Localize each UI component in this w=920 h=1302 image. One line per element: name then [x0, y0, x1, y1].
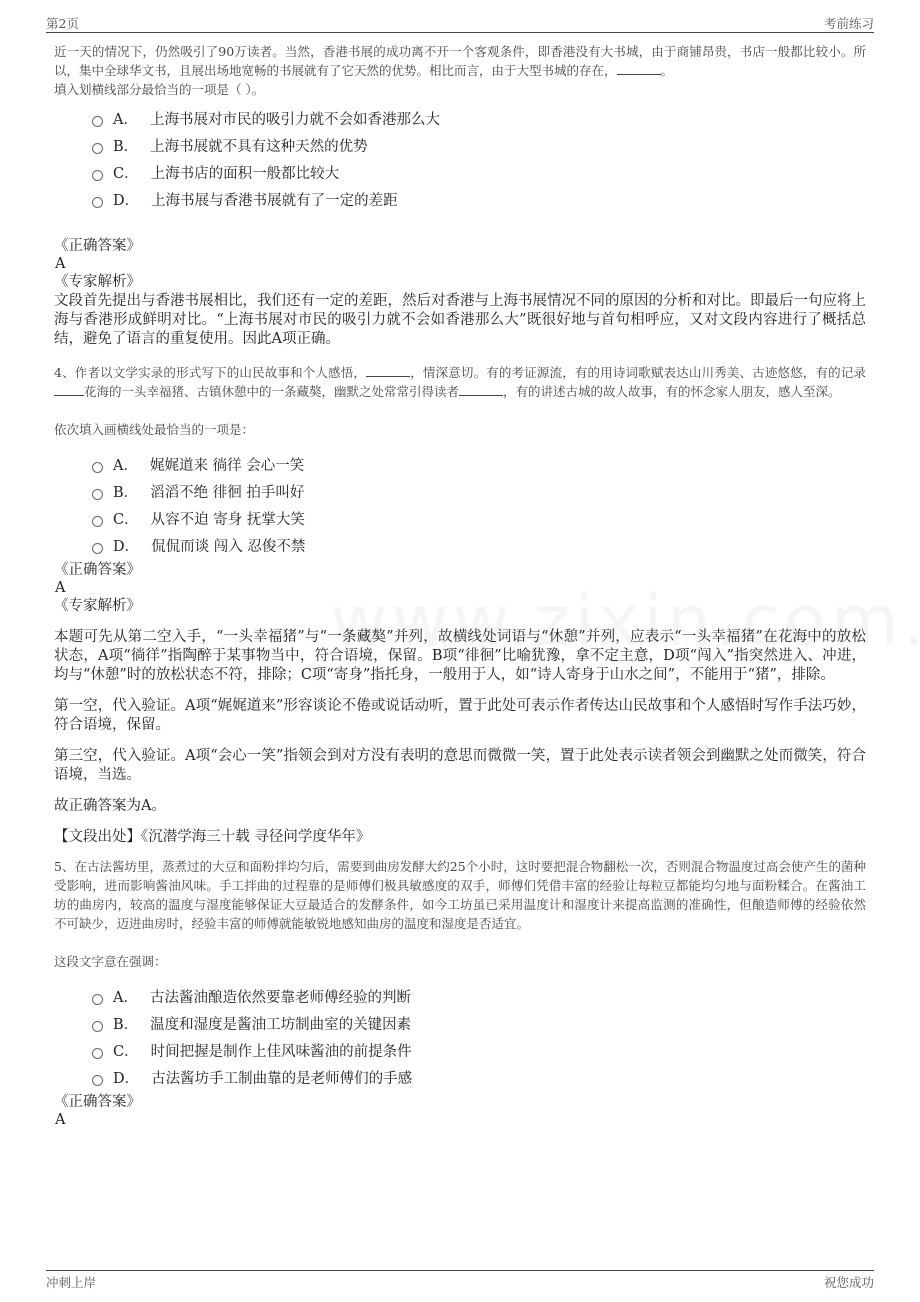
q4-passage-part3: 记录 — [840, 365, 866, 380]
q5-option-d[interactable] — [92, 1064, 866, 1091]
option-text: 上海书展与香港书展就有了一定的差距 — [151, 193, 398, 209]
option-letter: D． — [113, 539, 140, 555]
q3-passage-line1: 近一天的情况下，仍然吸引了90万读者。当然，香港书展的成功离不开一个客观条件，即香港没有大书城，由于商铺昂贵，书店一般都比较 — [54, 44, 829, 59]
q3-option-d[interactable] — [92, 186, 866, 213]
footer-right: 祝您成功 — [823, 1275, 874, 1290]
q3-passage-end: 。 — [660, 63, 674, 78]
q5-passage: 5、在古法酱坊里，蒸煮过的大豆和面粉拌均匀后，需要到曲房发酵大约25个小时，这时要把混合物翻松一次，否则混合物温度过高会使产生的菌种受影响，进而影响酱油风味。手工拌曲的过程靠的是师傅们极具敏感度的双手，师傅们凭借丰富的经验让每粒豆都能均匀地与面粉糅合。在酱油工坊的曲房内，较高的温度与湿度能够保证大豆最适合的发酵条件，如今工坊虽已采用温度计和湿度计来提高监测的准确性，但酿造师傅的经验依然不可缺少，迈进曲房时，经验丰富的师傅就能敏锐地感知曲房的温度和湿度是否适宜。 — [54, 859, 866, 931]
q3-option-b[interactable] — [92, 132, 866, 159]
option-text: 从容不迫 寄身 抚掌大笑 — [150, 512, 305, 528]
main-content — [54, 42, 866, 1129]
q4-blank-3 — [459, 383, 503, 396]
page-footer — [46, 1270, 874, 1295]
option-letter: B． — [113, 1017, 139, 1033]
q4-passage-part6: 深。 — [815, 384, 841, 399]
q4-analysis-2: 第一空，代入验证。A项“娓娓道来”形容谈论不倦或说话动听，置于此处可表示作者传达山民故事和个人感悟时写作手法巧妙，符合语境，保留。 — [54, 698, 866, 733]
q4-blank-1 — [366, 364, 410, 377]
option-letter: C． — [113, 166, 139, 182]
q5-options — [92, 983, 866, 1091]
radio-icon[interactable] — [92, 543, 103, 554]
q3-passage — [54, 42, 866, 80]
q5-answer-label: 《正确答案》 — [54, 1094, 141, 1110]
q4-option-b[interactable] — [92, 478, 866, 505]
q4-passage-part2: ，情深意切。有的考证源流，有的用诗词歌赋表达山川秀美、古迹悠悠，有的 — [410, 365, 841, 380]
page-header — [46, 10, 874, 33]
radio-icon[interactable] — [92, 116, 103, 127]
question-5 — [54, 857, 866, 1129]
q4-passage — [54, 363, 866, 401]
q4-answer: A — [55, 580, 66, 596]
q4-analysis-1: 本题可先从第二空入手，“一头幸福猪”与“一条藏獒”并列，故横线处词语与“休憩”并列，应表示“一头幸福猪”在花海中的放松状态，A项“徜徉”指陶醉于某事物当中，符合语境，保留。B项“徘徊”比喻犹豫，拿不定主意，D项“闯入”指突然进入、冲进，均与“休憩”时的放松状态不符，排除；C项“寄身”指托身，一般用于人，如“诗人寄身于山水之间”，不能用于“猪”，排除。 — [54, 629, 866, 683]
option-letter: D． — [113, 1071, 140, 1087]
radio-icon[interactable] — [92, 994, 103, 1005]
question-3 — [54, 42, 866, 349]
option-text: 上海书展对市民的吸引力就不会如香港那么大 — [149, 112, 440, 128]
q4-blank-2 — [54, 383, 84, 396]
q4-option-a[interactable] — [92, 451, 866, 478]
radio-icon[interactable] — [92, 516, 103, 527]
q5-option-b[interactable] — [92, 1010, 866, 1037]
q3-analysis: 文段首先提出与香港书展相比，我们还有一定的差距，然后对香港与上海书展情况不同的原因的分析和对比。即最后一句应将上海与香港形成鲜明对比。“上海书展对市民的吸引力就不会如香港那么大”既很好地与首句相呼应，又对文段内容进行了概括总结，避免了语言的重复使用。因此A项正确。 — [54, 293, 866, 347]
q4-analysis-label: 《专家解析》 — [54, 598, 141, 614]
q4-answer-label: 《正确答案》 — [54, 562, 141, 578]
q3-answer: A — [55, 256, 66, 272]
q3-option-c[interactable] — [92, 159, 866, 186]
q4-option-d[interactable] — [92, 532, 866, 559]
option-text: 滔滔不绝 徘徊 拍手叫好 — [150, 485, 305, 501]
q3-analysis-label: 《专家解析》 — [54, 274, 141, 290]
option-letter: A． — [113, 112, 138, 128]
q3-prompt: 填入划横线部分最恰当的一项是（ ）。 — [54, 82, 265, 97]
q4-options — [92, 451, 866, 559]
q3-answer-label: 《正确答案》 — [54, 238, 141, 254]
q4-passage-part1: 4、作者以文学实录的形式写下的山民故事和个人感悟， — [54, 365, 367, 380]
option-text: 时间把握是制作上佳风味酱油的前提条件 — [150, 1044, 412, 1060]
header-title: 考前练习 — [823, 16, 874, 31]
option-text: 古法酱坊手工制曲靠的是老师傅们的手感 — [151, 1071, 413, 1087]
radio-icon[interactable] — [92, 1048, 103, 1059]
option-text: 娓娓道来 徜徉 会心一笑 — [149, 458, 305, 474]
q5-option-a[interactable] — [92, 983, 866, 1010]
option-text: 上海书店的面积一般都比较大 — [150, 166, 340, 182]
question-4 — [54, 363, 866, 847]
q4-option-c[interactable] — [92, 505, 866, 532]
option-letter: D． — [113, 193, 140, 209]
option-letter: B． — [113, 485, 139, 501]
q5-option-c[interactable] — [92, 1037, 866, 1064]
option-text: 古法酱油酿造依然要靠老师傅经验的判断 — [149, 990, 411, 1006]
radio-icon[interactable] — [92, 1075, 103, 1086]
q4-analysis-4: 故正确答案为A。 — [54, 798, 166, 814]
q4-passage-part4: 花海的一头幸福猪、古镇休憩中的一条藏獒，幽默之处常常引得读者 — [84, 384, 460, 399]
q4-source: 【文段出处】《沉潜学海三十载 寻径问学度华年》 — [54, 829, 371, 845]
q3-passage-line2: 小。所以，集中全球华文书，且展出场地宽畅的书展就有了它天然的优势。相比而言，由于大型书城的存在， — [54, 44, 866, 78]
option-letter: A． — [113, 990, 138, 1006]
option-text: 温度和湿度是酱油工坊制曲室的关键因素 — [150, 1017, 412, 1033]
radio-icon[interactable] — [92, 462, 103, 473]
q3-option-a[interactable] — [92, 105, 866, 132]
q3-blank — [617, 62, 661, 75]
radio-icon[interactable] — [92, 197, 103, 208]
option-letter: A． — [113, 458, 138, 474]
option-letter: B． — [113, 139, 139, 155]
option-text: 上海书展就不具有这种天然的优势 — [150, 139, 368, 155]
radio-icon[interactable] — [92, 143, 103, 154]
radio-icon[interactable] — [92, 489, 103, 500]
radio-icon[interactable] — [92, 170, 103, 181]
q4-analysis-3: 第三空，代入验证。A项“会心一笑”指领会到对方没有表明的意思而微微一笑，置于此处表示读者领会到幽默之处而微笑，符合语境，当选。 — [54, 748, 866, 783]
q4-prompt: 依次填入画横线处最恰当的一项是： — [54, 422, 255, 437]
q3-options — [92, 105, 866, 213]
option-letter: C． — [113, 1044, 139, 1060]
footer-left: 冲刺上岸 — [46, 1275, 97, 1290]
q5-answer: A — [55, 1112, 66, 1128]
option-text: 侃侃而谈 闯入 忍俊不禁 — [151, 539, 306, 555]
q4-passage-part5: ，有的讲述古城的故人故事，有的怀念家人朋友，感人至 — [503, 384, 816, 399]
page-number: 第2页 — [46, 16, 79, 31]
q5-prompt: 这段文字意在强调： — [54, 954, 167, 969]
option-letter: C． — [113, 512, 139, 528]
radio-icon[interactable] — [92, 1021, 103, 1032]
